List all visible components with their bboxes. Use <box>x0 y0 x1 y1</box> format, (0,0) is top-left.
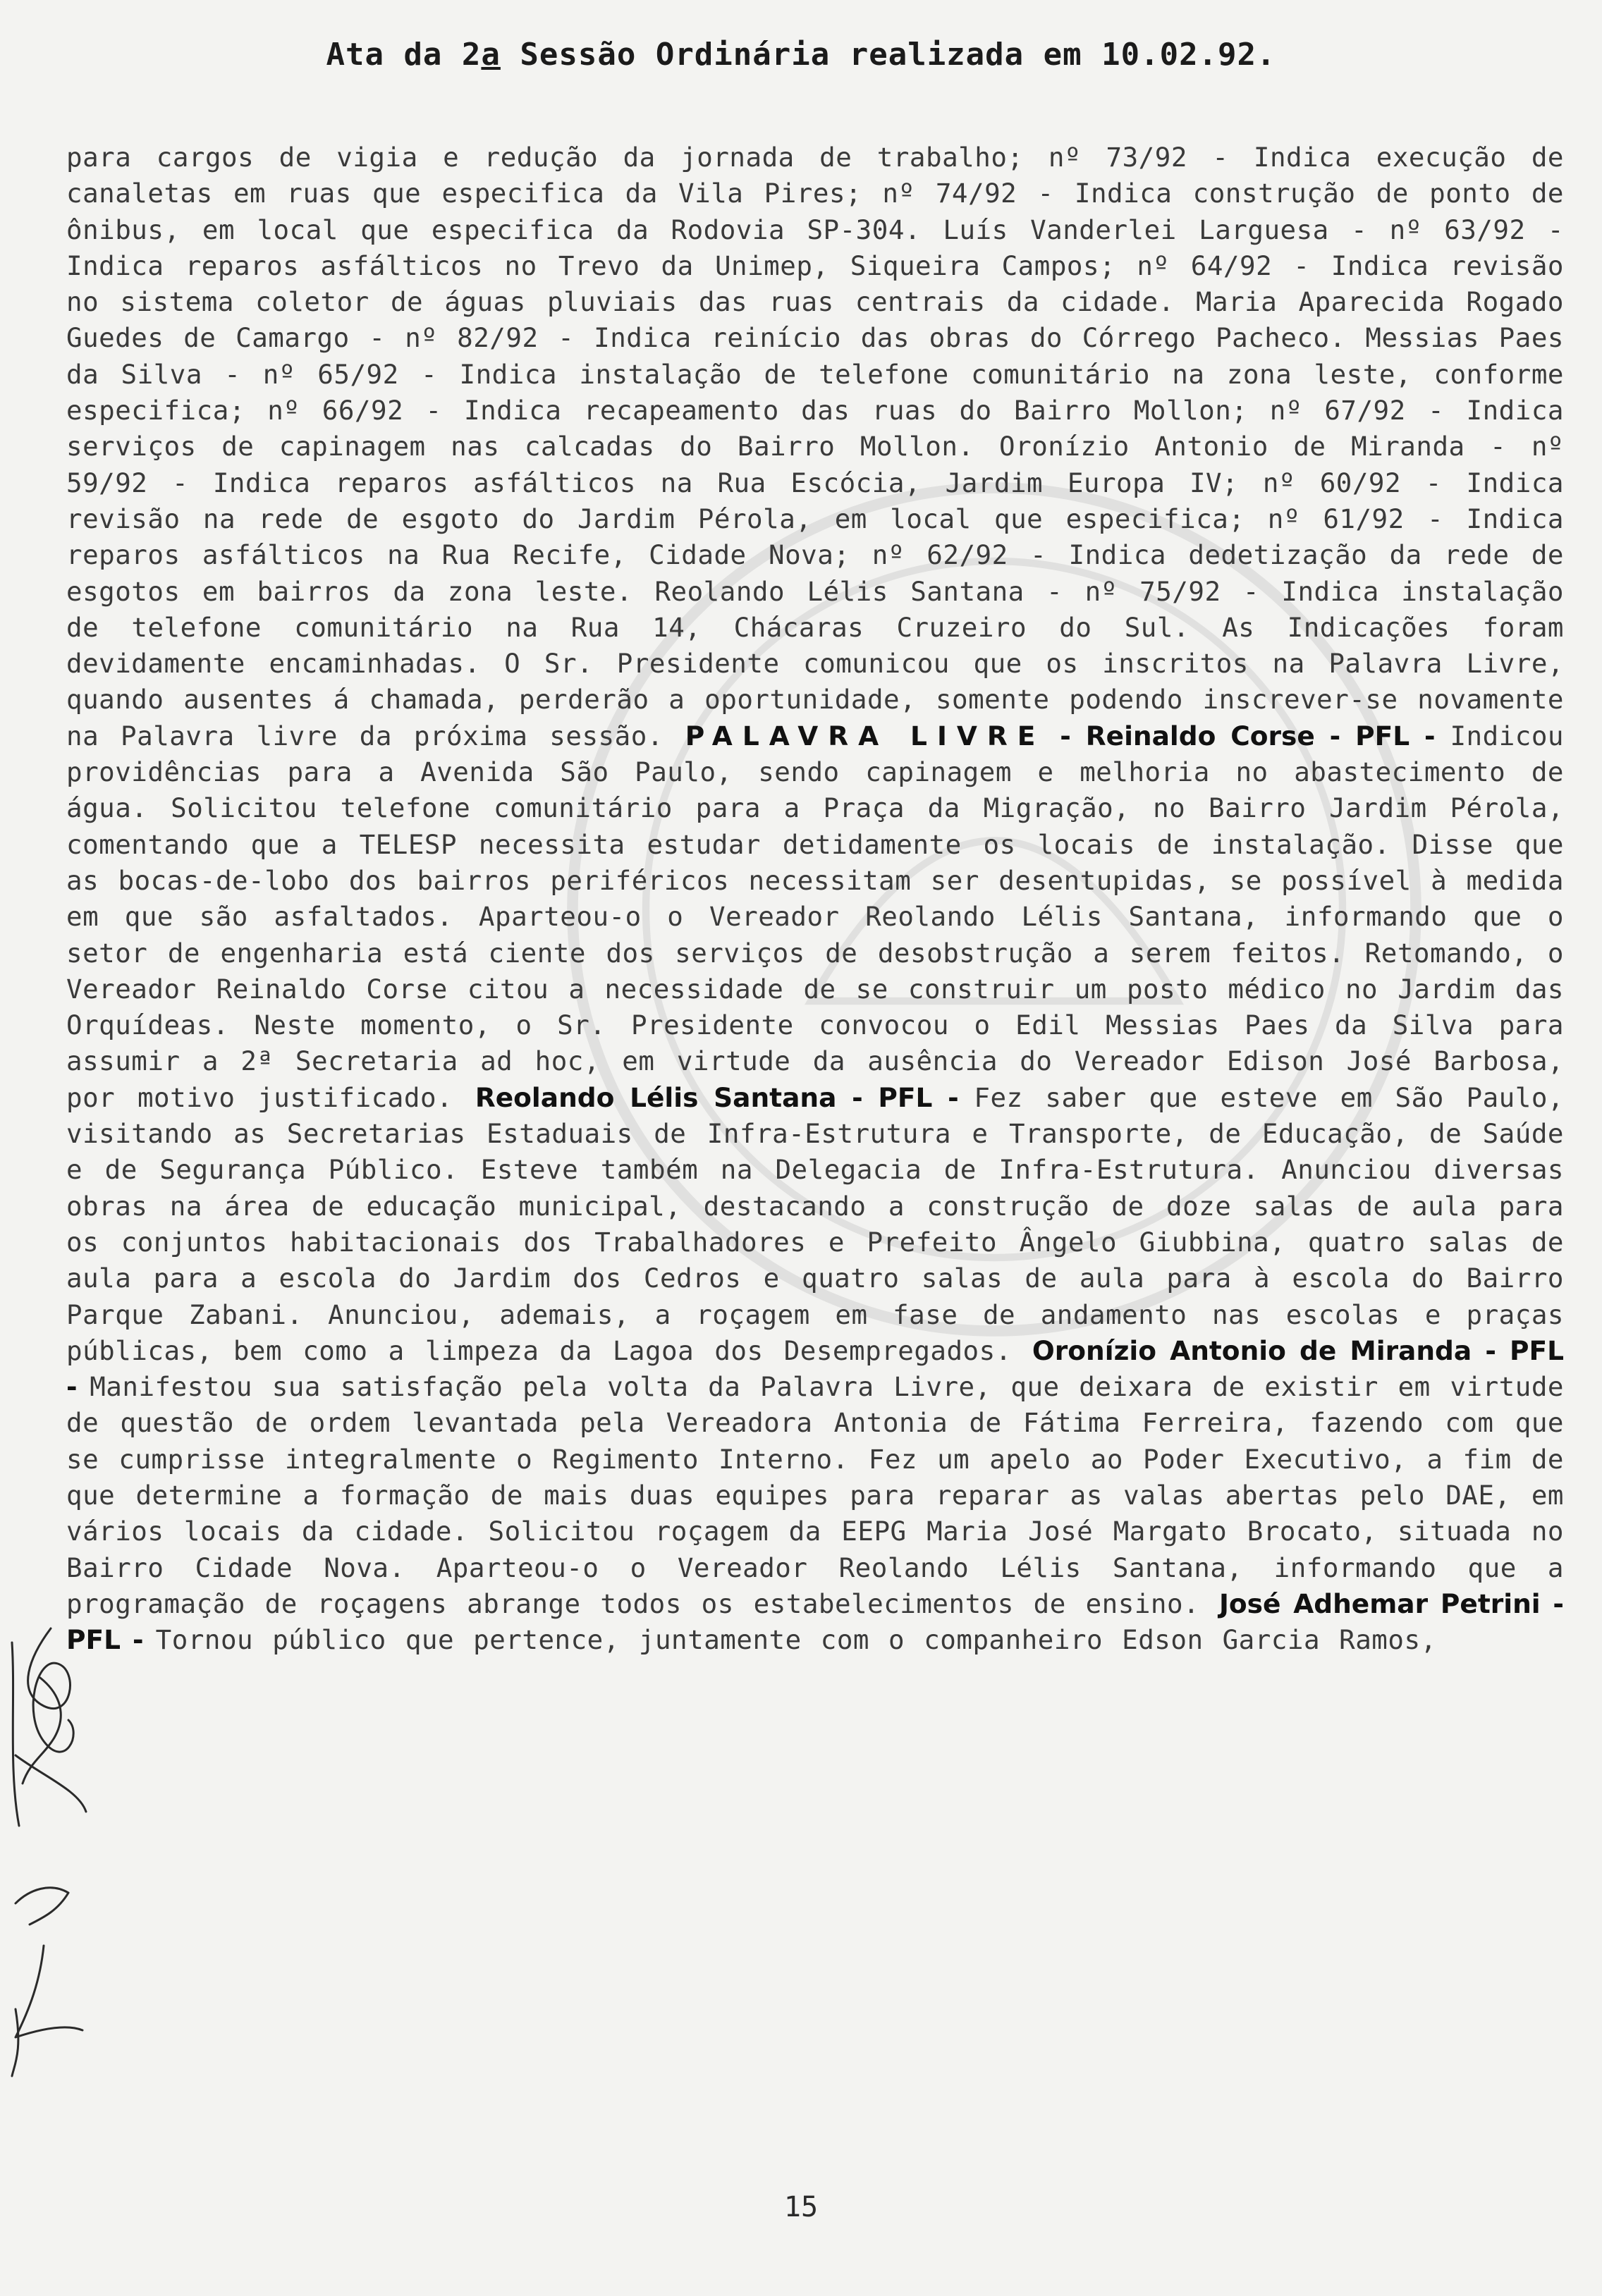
minutes-text: Indicou providências para a Avenida São Paulo, sendo capinagem e melhoria no abastecimento de água. Solicitou telefone comunitário para a Praça da Migração, no Bairro Jardim Pérola, comentando que a TELESP necessita estudar detidamente os locais de instalação. Disse que as bocas-de-lobo dos bairros periféricos necessitam ser desentupidas, se possível à medida em que são asfaltados. Aparteou-o o Vereador Reolando Lélis Santana, informando que o setor de engenharia está ciente dos serviços de desobstrução a serem feitos. Retomando, o Vereador Reinaldo Corse citou a necessidade de se construir um posto médico no Jardim das Orquídeas. Neste momento, o Sr. Presidente convocou o Edil Messias Paes da Silva para assumir a 2ª Secretaria ad hoc, em virtude da ausência do Vereador Edison José Barbosa, por motivo justificado. <box>66 720 1565 1113</box>
handwritten-signature <box>1 1614 93 2080</box>
minutes-text: Manifestou sua satisfação pela volta da Palavra Livre, que deixara de existir em virtude de questão de ordem levantada pela Vereadora Antonia de Fátima Ferreira, fazendo com que se cumprisse integralmente o Regimento Interno. Fez um apelo ao Poder Executivo, a fim de que determine a formação de mais duas equipes para reparar as valas abertas pelo DAE, em vários locais da cidade. Solicitou roçagem da EEPG Maria José Margato Brocato, situada no Bairro Cidade Nova. Aparteou-o o Vereador Reolando Lélis Santana, informando que a programação de roçagens abrange todos os estabelecimentos de ensino. <box>66 1371 1564 1619</box>
speaker-name: - Reinaldo Corse - PFL - <box>1045 720 1450 751</box>
page-title: Ata da 2a Sessão Ordinária realizada em 10.02.92. <box>326 37 1276 73</box>
speaker-name: Reolando Lélis Santana - PFL - <box>475 1081 974 1113</box>
minutes-text: para cargos de vigia e redução da jornada de trabalho; nº 73/92 - Indica execução de canaletas em ruas que especifica da Vila Pires; nº 74/92 - Indica construção de ponto de ônibus, em local que especifica da Rodovia SP-304. Luís Vanderlei Larguesa - nº 63/92 - Indica reparos asfálticos no Trevo da Unimep, Siqueira Campos; nº 64/92 - Indica revisão no sistema coletor de águas pluviais das ruas centrais da cidade. Maria Aparecida Rogado Guedes de Camargo - nº 82/92 - Indica reinício das obras do Córrego Pacheco. Messias Paes da Silva - nº 65/92 - Indica instalação de telefone comunitário na zona leste, conforme especifica; nº 66/92 - Indica recapeamento das ruas do Bairro Mollon; nº 67/92 - Indica serviços de capinagem nas calcadas do Bairro Mollon. Oronízio Antonio de Miranda - nº 59/92 - Indica reparos asfálticos na Rua Escócia, Jardim Europa IV; nº 60/92 - Indica revisão na rede de esgoto do Jardim Pérola, em local que especifica; nº 61/92 - Indica reparos asfálticos na Rua Recife, Cidade Nova; nº 62/92 - Indica dedetização da rede de esgotos em bairros da zona leste. Reolando Lélis Santana - nº 75/92 - Indica instalação de telefone comunitário na Rua 14, Chácaras Cruzeiro do Sul. As Indicações foram devidamente encaminhadas. O Sr. Presidente comunicou que os inscritos na Palavra Livre, quando ausentes á chamada, perderão a oportunidade, somente podendo inscrever-se novamente na Palavra livre da próxima sessão. <box>66 142 1564 751</box>
section-heading-palavra: PALAVRA <box>685 720 889 751</box>
minutes-body-text <box>66 140 1564 1658</box>
minutes-text: Fez saber que esteve em São Paulo, visitando as Secretarias Estaduais de Infra-Estrutura e Transporte, de Educação, de Saúde e de Segurança Público. Esteve também na Delegacia de Infra-Estrutura. Anunciou diversas obras na área de educação municipal, destacando a construção de doze salas de aula para os conjuntos habitacionais dos Trabalhadores e Prefeito Ângelo Giubbina, quatro salas de aula para a escola do Jardim dos Cedros e quatro salas de aula para à escola do Bairro Parque Zabani. Anunciou, ademais, a roçagem em fase de andamento nas escolas e praças públicas, bem como a limpeza da Lagoa dos Desempregados. <box>66 1081 1564 1366</box>
section-heading-livre: LIVRE <box>910 720 1046 751</box>
minutes-text: Tornou público que pertence, juntamente com o companheiro Edson Garcia Ramos, <box>155 1624 1437 1656</box>
speaker-name: Oronízio Antonio de Miranda - PFL - <box>66 1334 1564 1403</box>
page-number: 15 <box>783 2191 819 2223</box>
speaker-name: José Adhemar Petrini - PFL - <box>66 1588 1564 1656</box>
